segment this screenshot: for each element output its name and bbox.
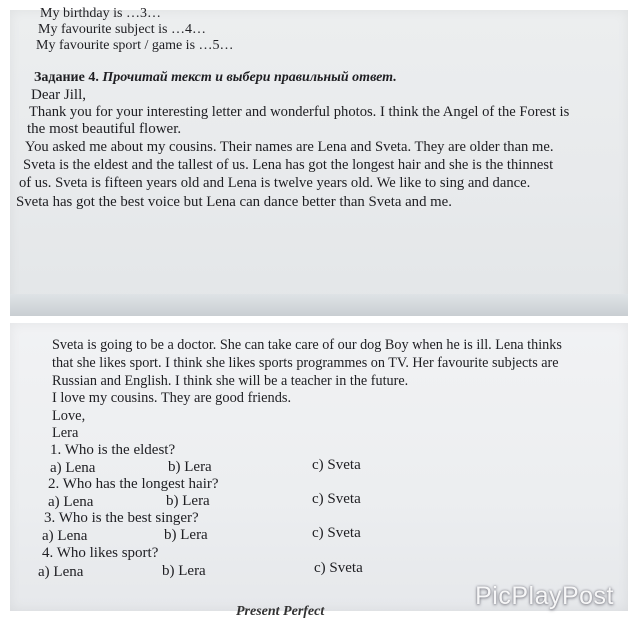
question-1: 1. Who is the eldest?: [50, 442, 176, 458]
task-number: Задание 4.: [34, 70, 99, 85]
letter-line-10: I love my cousins. They are good friends.: [52, 390, 292, 406]
q1-option-c: c) Sveta: [312, 457, 361, 473]
letter-line-7: Sveta is going to be a doctor. She can take care of our dog Boy when he is ill. Lena thinks: [52, 337, 562, 353]
q2-option-b: b) Lera: [166, 493, 210, 509]
letter-signature: Lera: [52, 425, 79, 441]
picplaypost-watermark: PicPlayPost: [475, 582, 614, 610]
letter-line-6: Sveta has got the best voice but Lena can dance better than Sveta and me.: [16, 194, 452, 210]
letter-greeting: Dear Jill,: [31, 87, 86, 103]
top-page-edge: [10, 294, 628, 316]
letter-line-5: of us. Sveta is fifteen years old and Lena is twelve years old. We like to sing and dance.: [19, 175, 531, 191]
question-4: 4. Who likes sport?: [42, 545, 159, 561]
task-heading: [34, 70, 397, 86]
letter-line-4: Sveta is the eldest and the tallest of us. Lena has got the longest hair and she is the thinnest: [23, 157, 554, 173]
q1-option-b: b) Lera: [168, 459, 212, 475]
q3-option-b: b) Lera: [164, 527, 208, 543]
q4-option-a: a) Lena: [38, 564, 84, 580]
q4-option-b: b) Lera: [162, 563, 206, 579]
letter-line-1: Thank you for your interesting letter and wonderful photos. I think the Angel of the Forest is: [29, 104, 570, 120]
q1-option-a: a) Lena: [50, 460, 96, 476]
cutoff-heading: Present Perfect: [236, 604, 325, 619]
q2-option-c: c) Sveta: [312, 491, 361, 507]
bottom-page-photo: [10, 323, 628, 619]
answer-line-birthday: My birthday is …3…: [40, 6, 161, 21]
answer-line-subject: My favourite subject is …4…: [38, 22, 206, 37]
letter-line-2: the most beautiful flower.: [27, 121, 182, 137]
q3-option-a: a) Lena: [42, 528, 88, 544]
q4-option-c: c) Sveta: [314, 560, 363, 576]
question-3: 3. Who is the best singer?: [44, 510, 199, 526]
letter-line-9: Russian and English. I think she will be a teacher in the future.: [52, 373, 409, 389]
letter-signoff: Love,: [52, 408, 86, 424]
task-instruction: Прочитай текст и выбери правильный ответ.: [102, 70, 397, 85]
q3-option-c: c) Sveta: [312, 525, 361, 541]
letter-line-8: that she likes sport. I think she likes sports programmes on TV. Her favourite subjects are: [52, 355, 559, 371]
top-page-photo: [10, 6, 628, 316]
letter-line-3: You asked me about my cousins. Their names are Lena and Sveta. They are older than me.: [25, 139, 554, 155]
question-2: 2. Who has the longest hair?: [48, 476, 219, 492]
answer-line-sport: My favourite sport / game is …5…: [36, 38, 234, 53]
q2-option-a: a) Lena: [48, 494, 94, 510]
